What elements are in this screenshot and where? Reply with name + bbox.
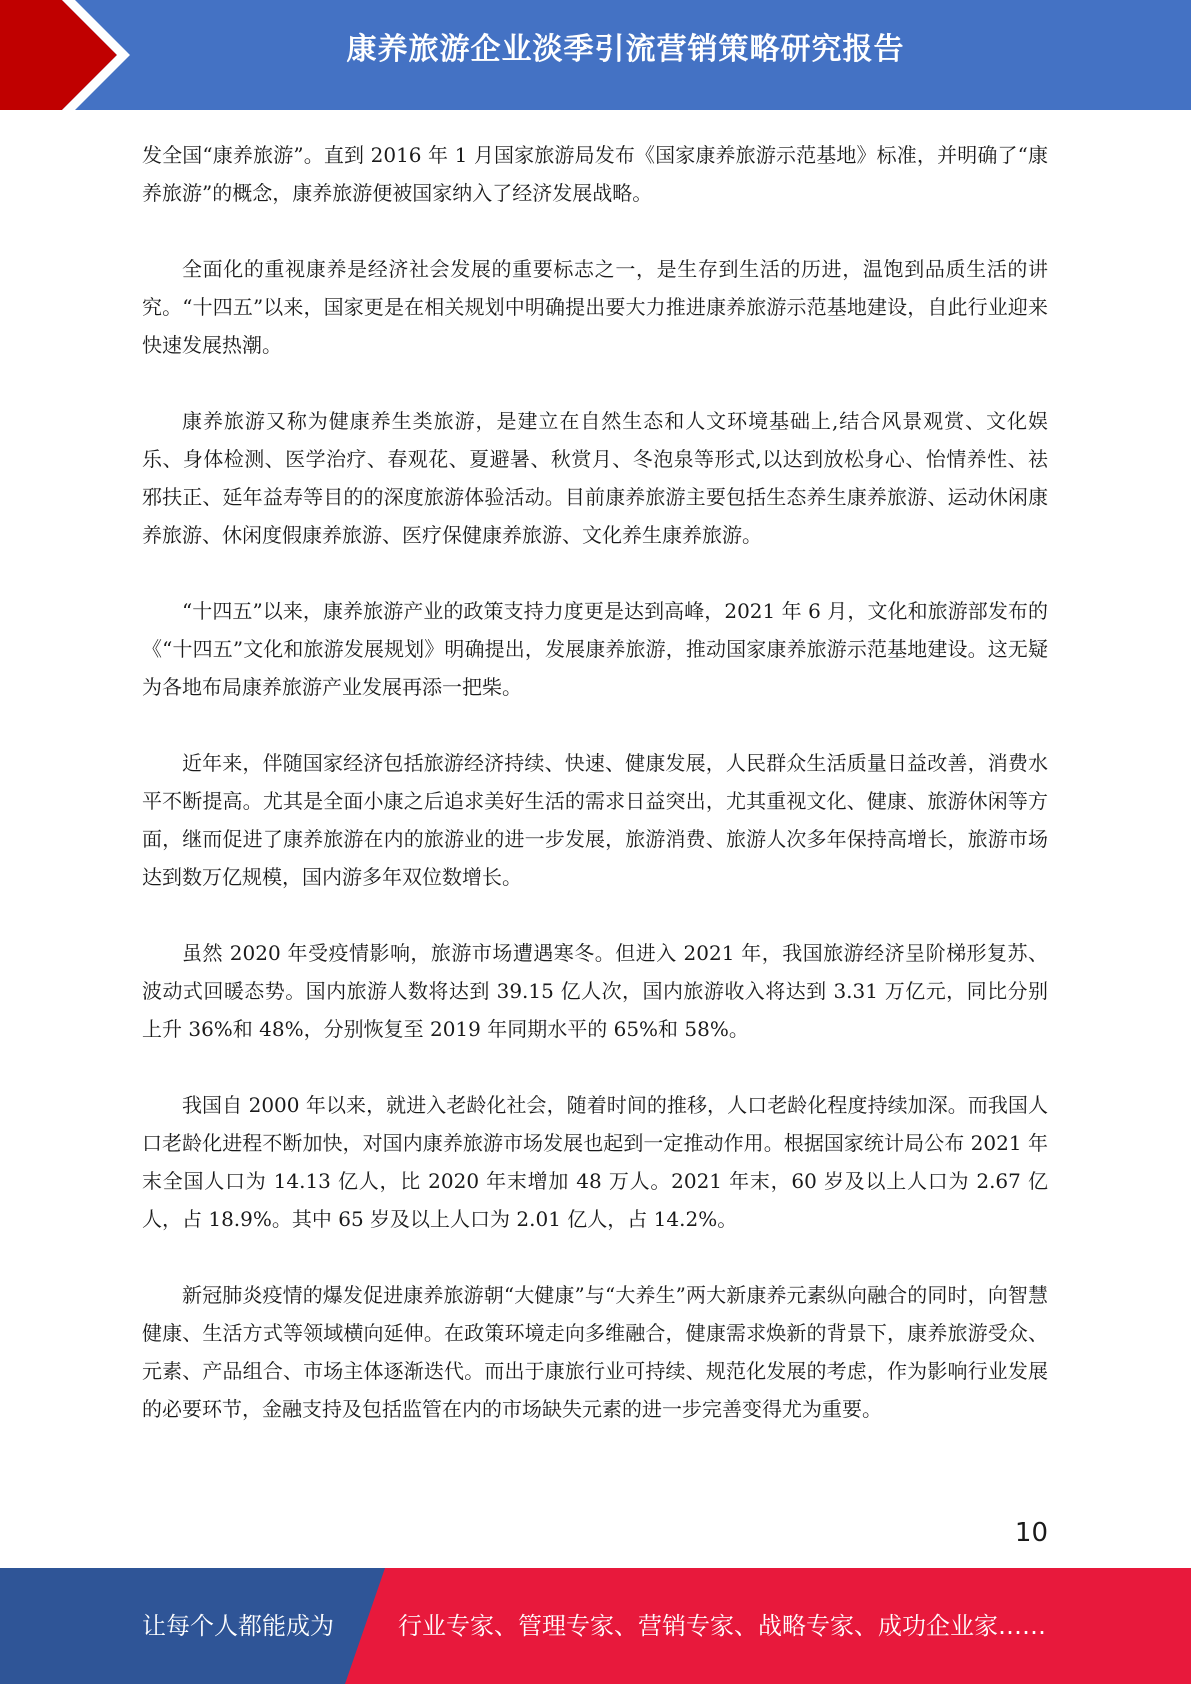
paragraph-4: “十四五”以来，康养旅游产业的政策支持力度更是达到高峰，2021 年 6 月，文化和旅游部发布的《“十四五”文化和旅游发展规划》明确提出，发展康养旅游，推动国家康养旅游示范基地建设。这无疑为各地布局康养旅游产业发展再添一把柴。	[142, 599, 1048, 699]
document-body	[142, 136, 1048, 1466]
paragraph-1: 发全国“康养旅游”。直到 2016 年 1 月国家旅游局发布《国家康养旅游示范基地》标准，并明确了“康养旅游”的概念，康养旅游便被国家纳入了经济发展战略。	[142, 143, 1048, 205]
report-title: 康养旅游企业淡季引流营销策略研究报告	[346, 32, 905, 67]
paragraph-2: 全面化的重视康养是经济社会发展的重要标志之一，是生存到生活的历进，温饱到品质生活的讲究。“十四五”以来，国家更是在相关规划中明确提出要大力推进康养旅游示范基地建设，自此行业迎来快速发展热潮。	[142, 257, 1048, 357]
paragraph-8: 新冠肺炎疫情的爆发促进康养旅游朝“大健康”与“大养生”两大新康养元素纵向融合的同时，向智慧健康、生活方式等领域横向延伸。在政策环境走向多维融合，健康需求焕新的背景下，康养旅游受众、元素、产品组合、市场主体逐渐迭代。而出于康旅行业可持续、规范化发展的考虑，作为影响行业发展的必要环节，金融支持及包括监管在内的市场缺失元素的进一步完善变得尤为重要。	[142, 1283, 1048, 1421]
page-header	[0, 0, 1191, 110]
footer-slogan-left: 让每个人都能成为	[142, 1612, 334, 1640]
paragraph-6: 虽然 2020 年受疫情影响，旅游市场遭遇寒冬。但进入 2021 年，我国旅游经济呈阶梯形复苏、波动式回暖态势。国内旅游人数将达到 39.15 亿人次，国内旅游收入将达到 3.31 万亿元，同比分别上升 36%和 48%，分别恢复至 2019 年同期水平的 65%和 58%。	[142, 941, 1048, 1041]
footer-slogan-right: 行业专家、管理专家、营销专家、战略专家、成功企业家……	[398, 1612, 1046, 1640]
paragraph-3: 康养旅游又称为健康养生类旅游，是建立在自然生态和人文环境基础上,结合风景观赏、文化娱乐、身体检测、医学治疗、春观花、夏避暑、秋赏月、冬泡泉等形式,以达到放松身心、怡情养性、祛邪扶正、延年益寿等目的的深度旅游体验活动。目前康养旅游主要包括生态养生康养旅游、运动休闲康养旅游、休闲度假康养旅游、医疗保健康养旅游、文化养生康养旅游。	[142, 409, 1048, 547]
paragraph-7: 我国自 2000 年以来，就进入老龄化社会，随着时间的推移，人口老龄化程度持续加深。而我国人口老龄化进程不断加快，对国内康养旅游市场发展也起到一定推动作用。根据国家统计局公布 2021 年末全国人口为 14.13 亿人，比 2020 年末增加 48 万人。2021 年末，60 岁及以上人口为 2.67 亿人，占 18.9%。其中 65 岁及以上人口为 2.01 亿人，占 14.2%。	[142, 1093, 1048, 1231]
paragraph-5: 近年来，伴随国家经济包括旅游经济持续、快速、健康发展，人民群众生活质量日益改善，消费水平不断提高。尤其是全面小康之后追求美好生活的需求日益突出，尤其重视文化、健康、旅游休闲等方面，继而促进了康养旅游在内的旅游业的进一步发展，旅游消费、旅游人次多年保持高增长，旅游市场达到数万亿规模，国内游多年双位数增长。	[142, 751, 1048, 889]
page-footer	[0, 1568, 1191, 1684]
page-number: 10	[1014, 1518, 1048, 1548]
